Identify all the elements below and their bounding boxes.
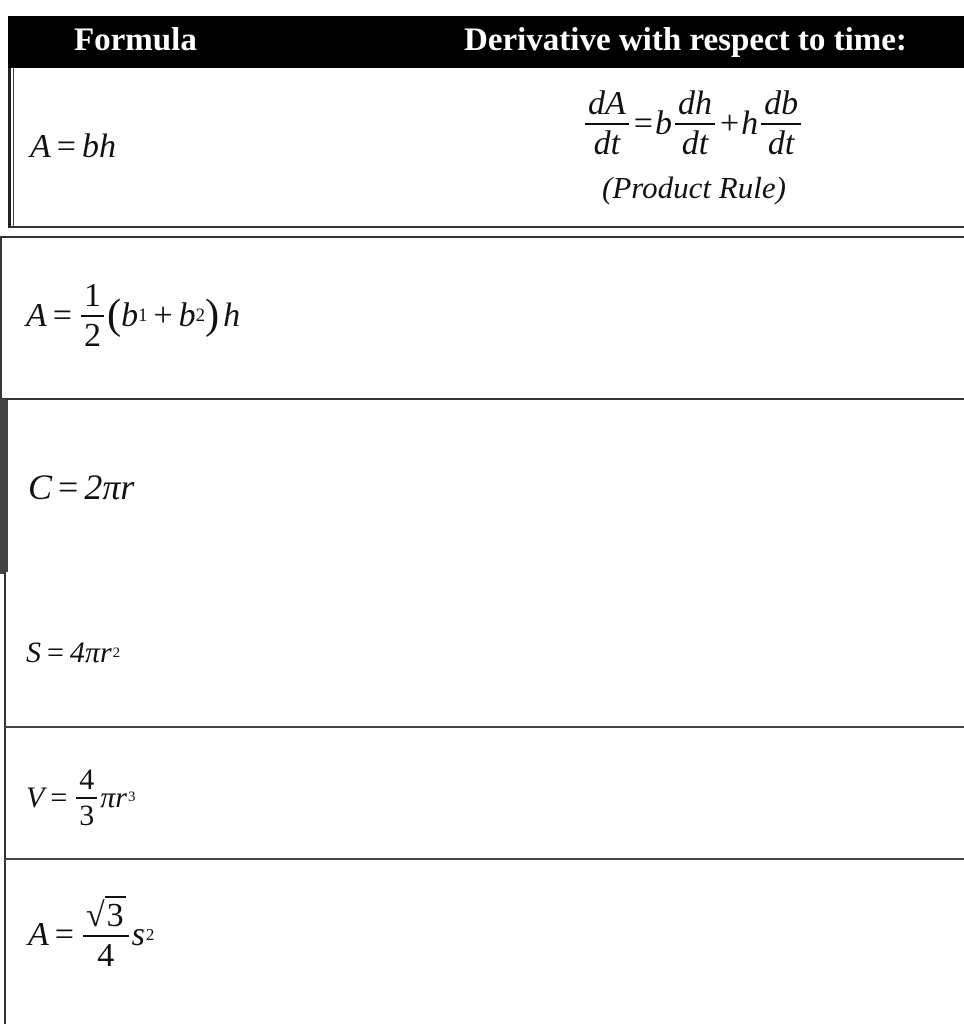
header-formula: Formula (74, 22, 197, 58)
formula-lhs: A (30, 128, 51, 165)
table-row (4, 728, 964, 860)
derivative-product-rule: $\frac{dA}{dt}$ = b $\frac{dh}{dt}$ + h $\frac{db}{dt}$ (582, 86, 804, 161)
fraction-one-half: $\frac{1}{2}$ (81, 278, 104, 353)
formula-sphere-volume: V = $\frac{4}{3}$ πr 3 (26, 763, 136, 832)
formula-rectangle-area (30, 128, 116, 166)
formula-circumference: C = 2πr (28, 467, 135, 507)
header-derivative: Derivative with respect to time: (464, 22, 907, 58)
fraction-dh-dt: $\frac{dh}{dt}$ (675, 86, 715, 161)
formula-rhs: bh (81, 128, 116, 165)
square-root: √ 3 (85, 897, 124, 934)
table-header (8, 16, 964, 68)
fraction-four-thirds: $\frac{4}{3}$ (76, 764, 97, 831)
fraction-root3-over-4: √ 3 4 (83, 896, 129, 973)
table-row (0, 398, 964, 574)
formula-sphere-surface: S = 4πr 2 (26, 636, 121, 669)
table-row (4, 572, 964, 728)
formula-equilateral-triangle-area: A = √ 3 4 s 2 (28, 897, 155, 974)
product-rule-note: (Product Rule) (602, 170, 786, 205)
fraction-db-dt: $\frac{db}{dt}$ (761, 86, 801, 161)
formula-equals: = (56, 128, 76, 165)
table-row (8, 68, 964, 228)
fraction-dA-dt: $\frac{dA}{dt}$ (585, 86, 629, 161)
formula-trapezoid-area: A = $\frac{1}{2}$ ( b 1 + b 2 ) h (26, 277, 241, 354)
